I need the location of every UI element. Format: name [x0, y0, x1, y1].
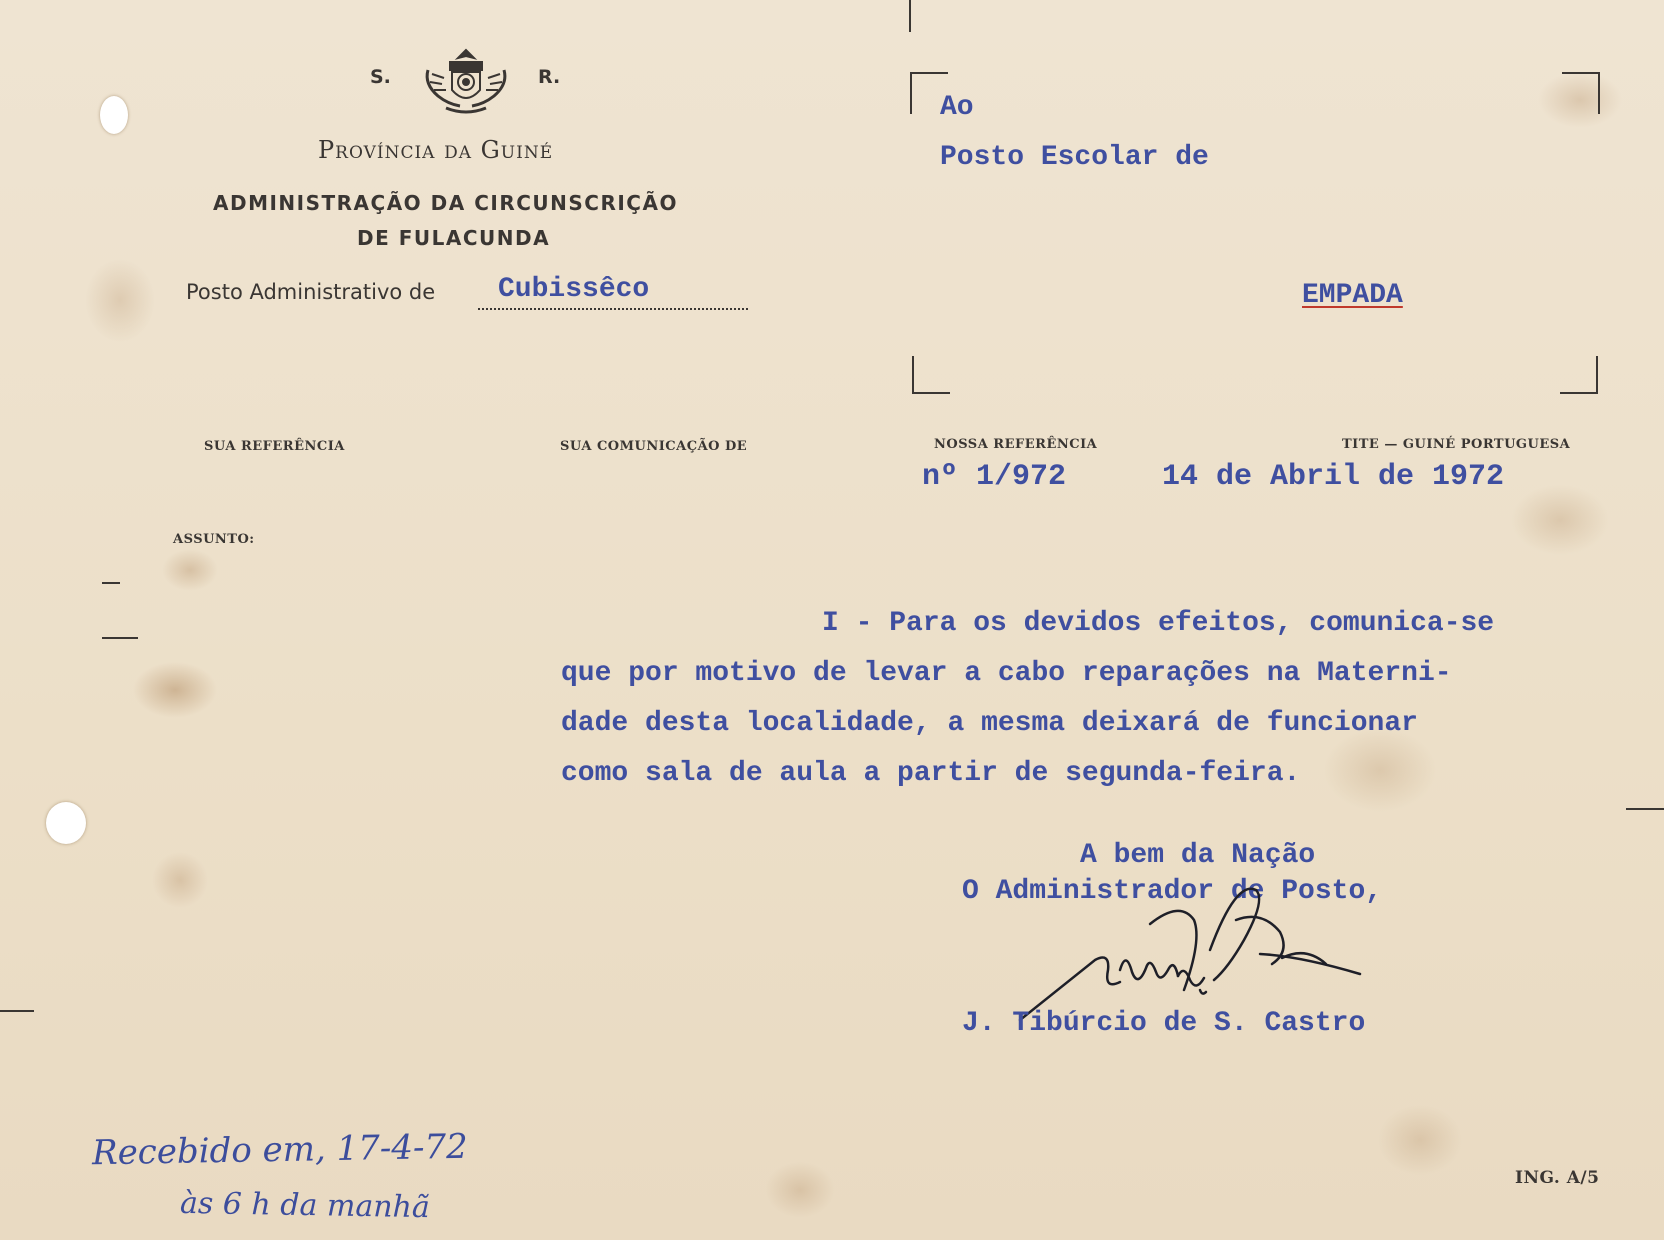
punch-hole-middle: [46, 802, 86, 844]
province-title: Província da Guiné: [318, 136, 554, 164]
header-initial-right: R.: [538, 66, 561, 88]
header-initial-left: S.: [370, 66, 391, 88]
recipient-place: EMPADA: [1302, 280, 1403, 311]
fold-mark-right: [1626, 808, 1664, 810]
punch-hole-top: [100, 96, 128, 134]
fold-mark-left: [0, 1010, 34, 1012]
administration-title-line1: ADMINISTRAÇÃO DA CIRCUNSCRIÇÃO: [213, 191, 678, 215]
body-line-2: que por motivo de levar a cabo reparações na Materni-: [561, 658, 1452, 689]
handwritten-received-line1: Recebido em, 17-4-72: [91, 1126, 469, 1174]
address-corner-top-right: [1562, 72, 1600, 114]
closing-line2: O Administrador de Posto,: [962, 876, 1383, 907]
sua-comunicacao-label: SUA COMUNICAÇÃO DE: [560, 439, 748, 454]
recipient-line1: Ao: [940, 92, 974, 123]
address-corner-bottom-right: [1560, 356, 1598, 394]
posto-label: Posto Administrativo de: [186, 280, 436, 304]
posto-dotted-line: [478, 308, 748, 310]
coat-of-arms-icon: [420, 44, 512, 114]
body-line-4: como sala de aula a partir de segunda-feira.: [561, 758, 1301, 789]
sua-referencia-label: SUA REFERÊNCIA: [204, 439, 345, 454]
handwritten-received-line2: às 6 h da manhã: [179, 1185, 431, 1226]
guide-mark-2: [102, 637, 138, 639]
closing-line1: A bem da Nação: [1080, 840, 1316, 871]
signer-name: J. Tibúrcio de S. Castro: [962, 1008, 1366, 1039]
address-corner-bottom-left: [912, 356, 950, 394]
place-label: TITE — GUINÉ PORTUGUESA: [1342, 437, 1571, 452]
assunto-label: ASSUNTO:: [173, 532, 255, 547]
administration-title-line2: DE FULACUNDA: [357, 226, 551, 250]
body-line-3: dade desta localidade, a mesma deixará de funcionar: [561, 708, 1418, 739]
guide-mark-1: [102, 582, 120, 584]
nossa-referencia-label: NOSSA REFERÊNCIA: [934, 437, 1098, 452]
fold-mark-top: [909, 0, 911, 32]
body-line-1: I - Para os devidos efeitos, comunica-se: [822, 608, 1495, 639]
nossa-referencia-value: nº 1/972: [922, 460, 1067, 494]
posto-value: Cubissêco: [498, 274, 650, 305]
date-value: 14 de Abril de 1972: [1162, 460, 1505, 494]
recipient-line2: Posto Escolar de: [940, 142, 1209, 173]
form-code: ING. A/5: [1515, 1168, 1600, 1188]
